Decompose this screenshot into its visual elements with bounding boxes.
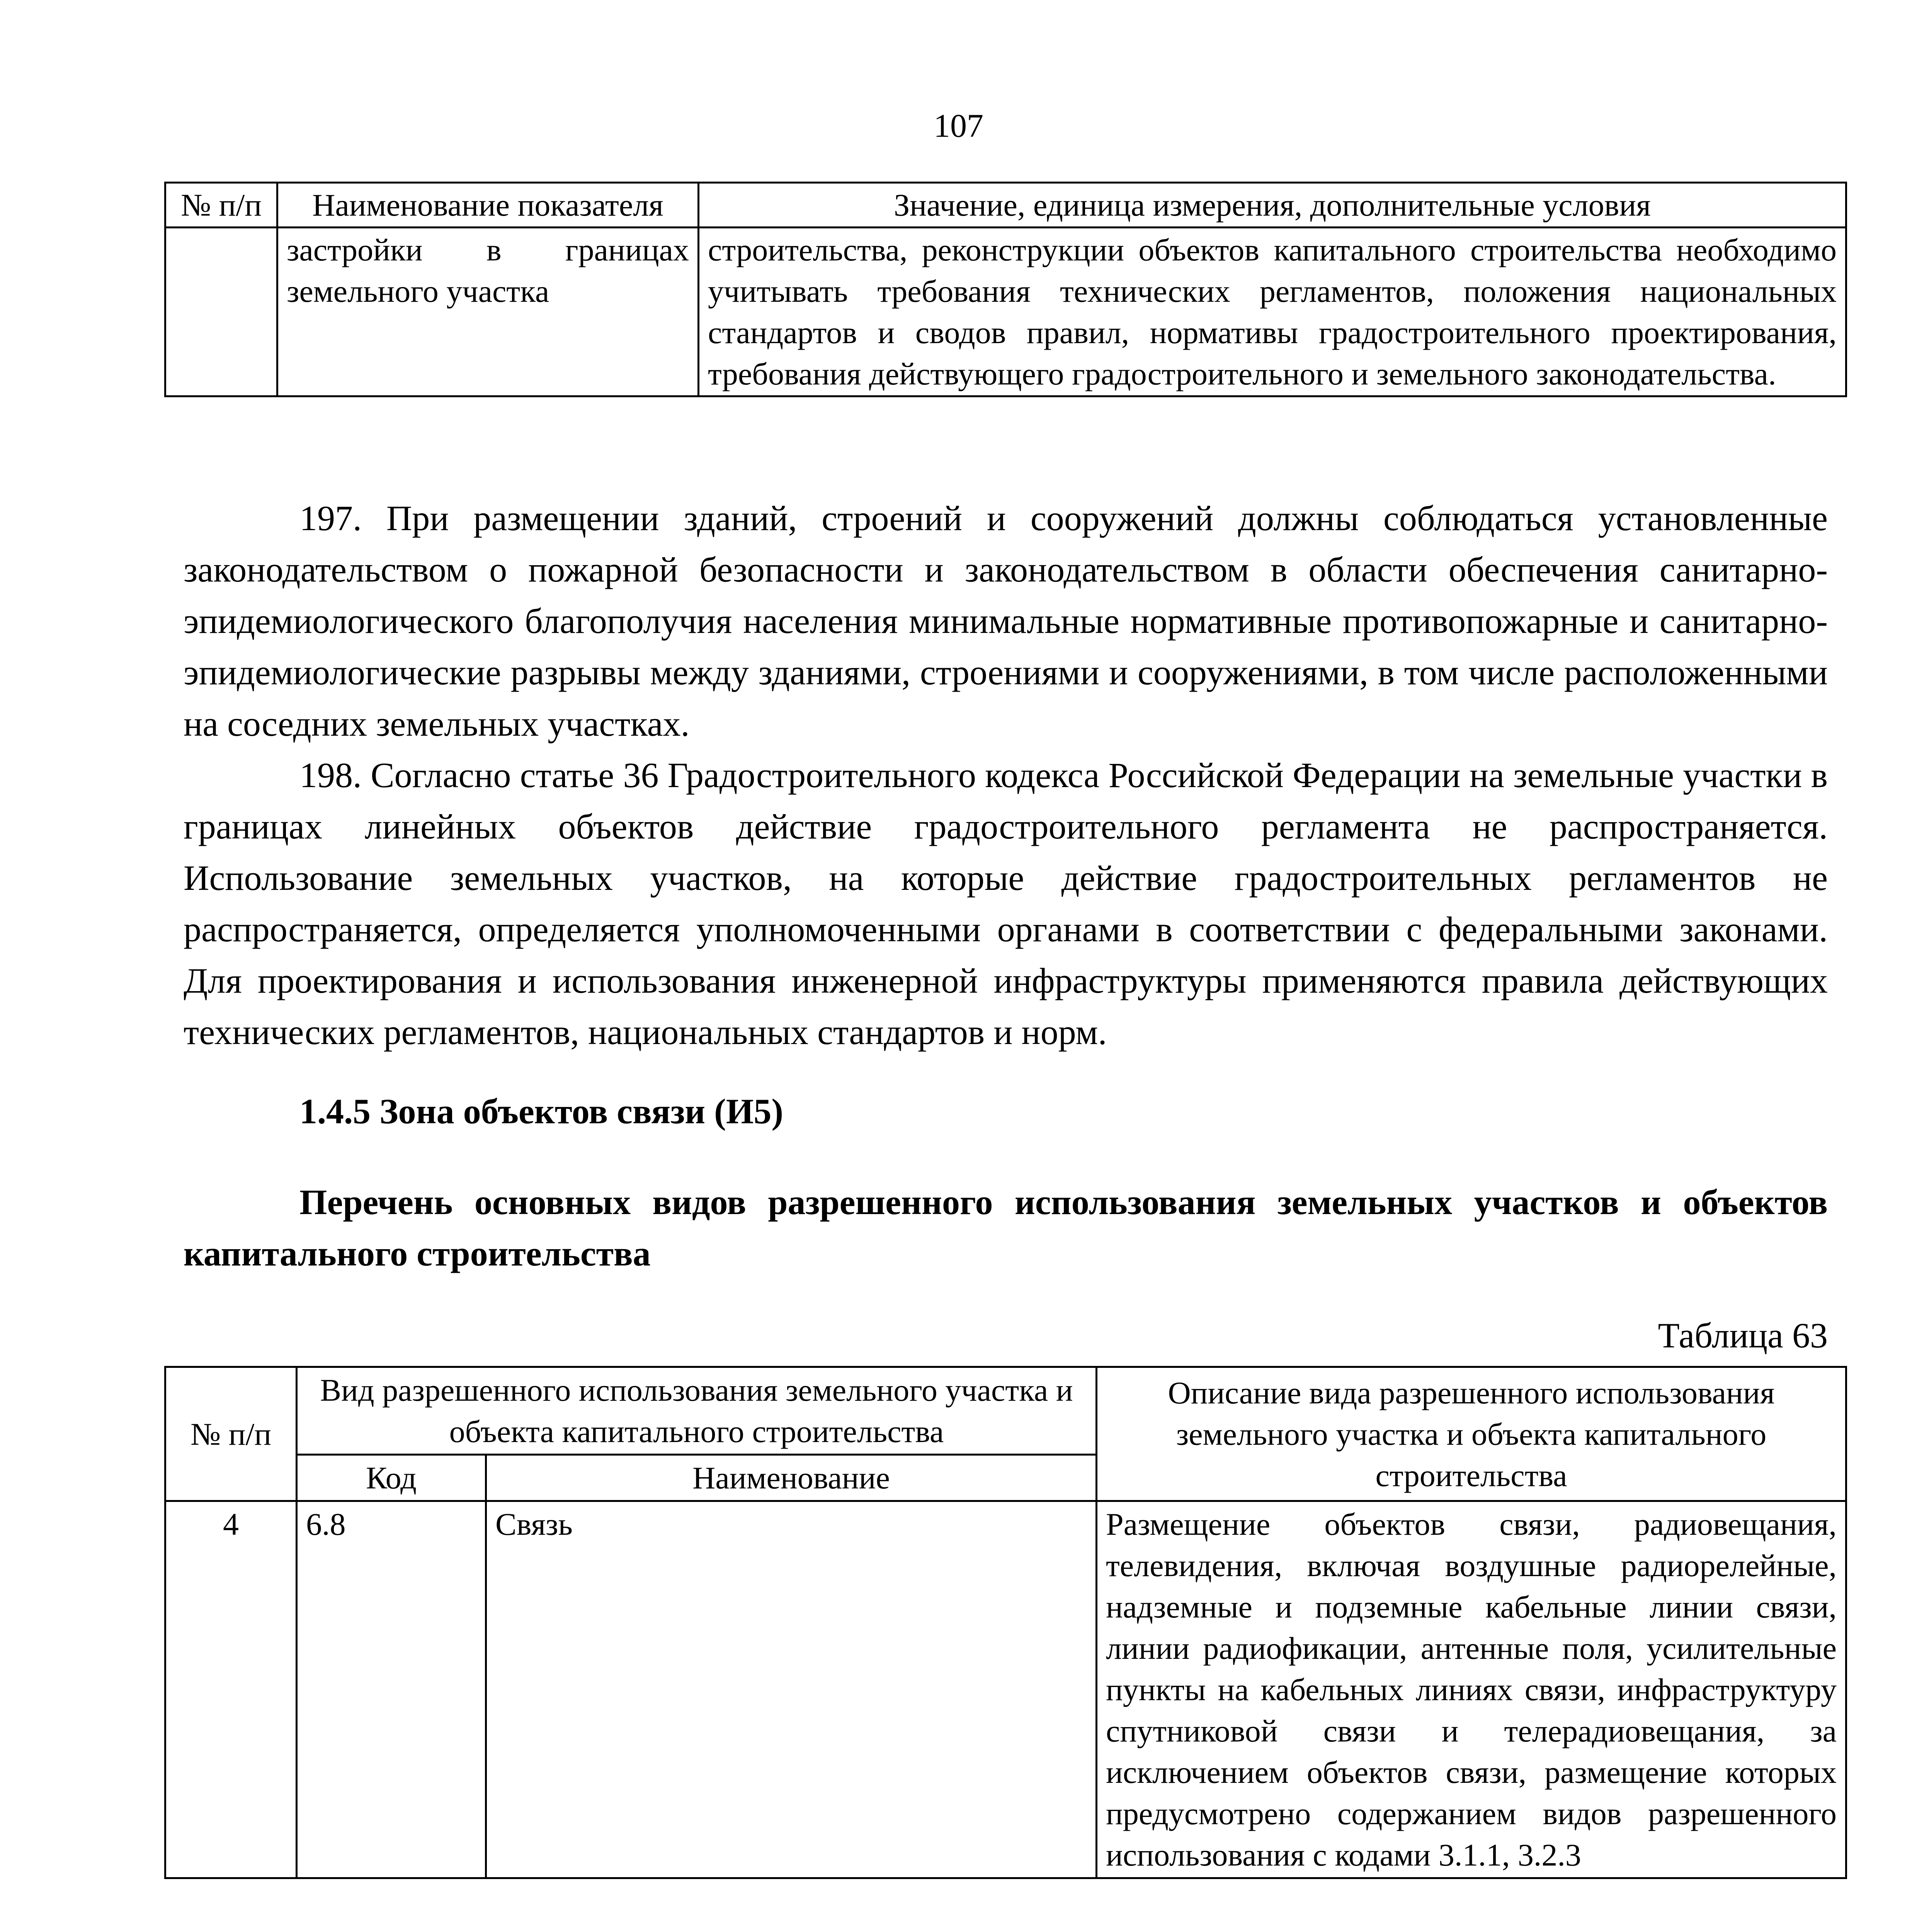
permitted-use-table [164,1366,1847,1879]
header-num: № п/п [165,183,277,228]
row-value: строительства, реконструкции объектов капитального строительства необходимо учитывать требования технических регламентов, положения национальных стандартов и сводов правил, нормативы градостроительного проектирования, требования действующего градостроительного и земельного законодательства. [699,228,1846,396]
paragraph-198: 198. Согласно статье 36 Градостроительного кодекса Российской Федерации на земельные участки в границах линейных объектов действие градостроительного регламента не распространяется. Использование земельных участков, на которые действие градостроительных регламентов не распространяется, определяется уполномоченными органами в соответствии с федеральными законами. Для проектирования и использования инженерной инфраструктуры применяются правила действующих технических регламентов, национальных стандартов и норм. [184,755,1828,1052]
page-number: 107 [934,107,983,144]
list-heading-text: Перечень основных видов разрешенного использования земельных участков и объектов капитального строительства [184,1182,1828,1273]
row-description: Размещение объектов связи, радиовещания, телевидения, включая воздушные радиорелейные, надземные и подземные кабельные линии связи, линии радиофикации, антенные поля, усилительные пункты на кабельных линиях связи, инфраструктуру спутниковой связи и телерадиовещания, за исключением объектов связи, размещение которых предусмотрено содержанием видов разрешенного использования с кодами 3.1.1, 3.2.3 [1097,1501,1846,1878]
header-indicator-name: Наименование показателя [277,183,699,228]
table-row [165,1501,1846,1878]
list-heading [184,1177,1828,1279]
header-code: Код [297,1455,486,1501]
body-text [184,493,1828,1058]
header-num: № п/п [165,1367,297,1501]
continuation-table [164,182,1847,397]
header-name: Наименование [486,1455,1097,1501]
table-row [165,228,1846,396]
row-code: 6.8 [297,1501,486,1878]
header-value: Значение, единица измерения, дополнительные условия [699,183,1846,228]
row-indicator-name: застройки в границах земельного участка [277,228,699,396]
row-name: Связь [486,1501,1097,1878]
table-header-row [165,1367,1846,1455]
header-description: Описание вида разрешенного использования земельного участка и объекта капитального строительства [1097,1367,1846,1501]
header-use-type: Вид разрешенного использования земельного участка и объекта капитального строительства [297,1367,1097,1455]
table-header-row [165,183,1846,228]
paragraph-197: 197. При размещении зданий, строений и сооружений должны соблюдаться установленные законодательством о пожарной безопасности и законодательством в области обеспечения санитарно-эпидемиологического благополучия населения минимальные нормативные противопожарные и санитарно-эпидемиологические разрывы между зданиями, строениями и сооружениями, в том числе расположенными на соседних земельных участках. [184,498,1828,743]
row-num: 4 [165,1501,297,1878]
table-caption: Таблица 63 [1658,1316,1828,1355]
section-heading: 1.4.5 Зона объектов связи (И5) [299,1092,784,1131]
row-num [165,228,277,396]
